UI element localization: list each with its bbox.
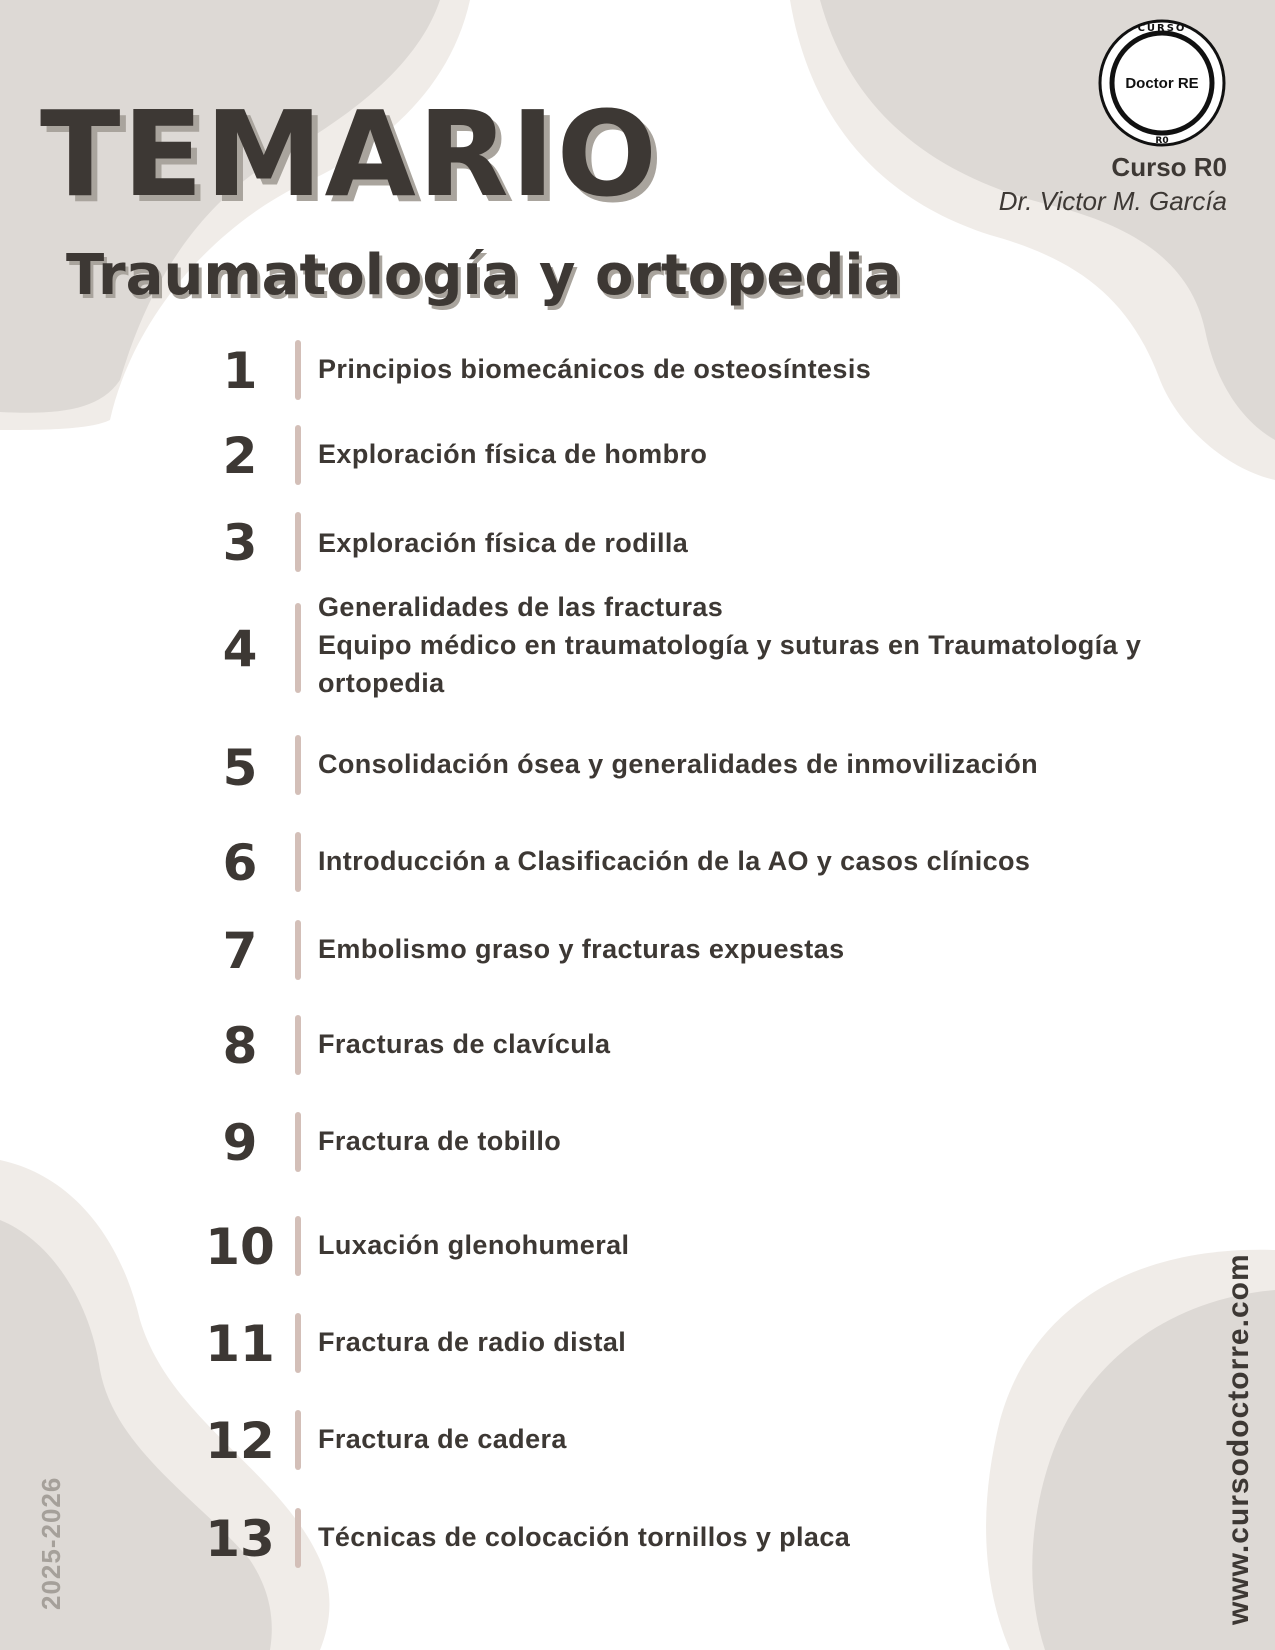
topic-number: 11 bbox=[205, 1315, 275, 1373]
topic-divider bbox=[295, 920, 301, 980]
topic-divider bbox=[295, 1112, 301, 1172]
topic-divider bbox=[295, 340, 301, 400]
topic-divider bbox=[295, 1216, 301, 1276]
topic-number: 13 bbox=[205, 1510, 275, 1568]
topic-divider bbox=[295, 1410, 301, 1470]
topic-number: 9 bbox=[222, 1114, 258, 1172]
topic-divider bbox=[295, 832, 301, 892]
website-url: www.cursodoctorre.com bbox=[1222, 1253, 1255, 1625]
doctor-re-logo bbox=[1097, 18, 1227, 148]
topic-divider bbox=[295, 425, 301, 485]
logo-top-text: CURSO bbox=[1137, 23, 1187, 34]
topic-text: Fracturas de clavícula bbox=[318, 1029, 611, 1059]
topic-text: Introducción a Clasificación de la AO y casos clínicos bbox=[318, 846, 1031, 876]
academic-year: 2025-2026 bbox=[36, 1476, 66, 1610]
topic-number: 5 bbox=[222, 739, 258, 797]
topic-line: Generalidades de las fracturas bbox=[318, 592, 724, 622]
topic-line: Equipo médico en traumatología y suturas en Traumatología y bbox=[318, 630, 1142, 660]
page-title: TEMARIO bbox=[40, 85, 659, 223]
topic-divider bbox=[295, 603, 301, 693]
topic-number: 12 bbox=[205, 1412, 275, 1470]
topic-number: 2 bbox=[222, 427, 258, 485]
topic-number: 6 bbox=[222, 834, 258, 892]
topic-divider bbox=[295, 512, 301, 572]
topic-text: Embolismo graso y fracturas expuestas bbox=[318, 934, 845, 964]
topic-number: 3 bbox=[222, 514, 258, 572]
topic-divider bbox=[295, 1508, 301, 1568]
topic-text: Fractura de radio distal bbox=[318, 1327, 627, 1357]
topic-text: Fractura de cadera bbox=[318, 1424, 567, 1454]
topic-text: Fractura de tobillo bbox=[318, 1126, 562, 1156]
topic-text: Consolidación ósea y generalidades de inmovilización bbox=[318, 749, 1038, 779]
topic-text: Exploración física de hombro bbox=[318, 439, 708, 469]
course-name: Curso R0 bbox=[1111, 152, 1227, 182]
logo-center-text: Doctor RE bbox=[1125, 75, 1199, 92]
author-name: Dr. Victor M. García bbox=[998, 186, 1227, 216]
page-subtitle: Traumatología y ortopedia bbox=[66, 243, 902, 308]
topic-text: Luxación glenohumeral bbox=[318, 1230, 630, 1260]
topic-line: ortopedia bbox=[318, 668, 445, 698]
topic-divider bbox=[295, 735, 301, 795]
topic-number: 8 bbox=[222, 1017, 258, 1075]
topic-text bbox=[318, 588, 1248, 702]
topic-number: 7 bbox=[222, 922, 258, 980]
topic-number: 1 bbox=[222, 342, 258, 400]
topic-number: 10 bbox=[205, 1218, 275, 1276]
topic-divider bbox=[295, 1015, 301, 1075]
topic-divider bbox=[295, 1313, 301, 1373]
topic-number: 4 bbox=[222, 620, 258, 678]
topic-text: Principios biomecánicos de osteosíntesis bbox=[318, 354, 872, 384]
logo-bottom-text: R0 bbox=[1155, 136, 1169, 146]
topic-text: Exploración física de rodilla bbox=[318, 528, 689, 558]
topic-text: Técnicas de colocación tornillos y placa bbox=[318, 1522, 851, 1552]
